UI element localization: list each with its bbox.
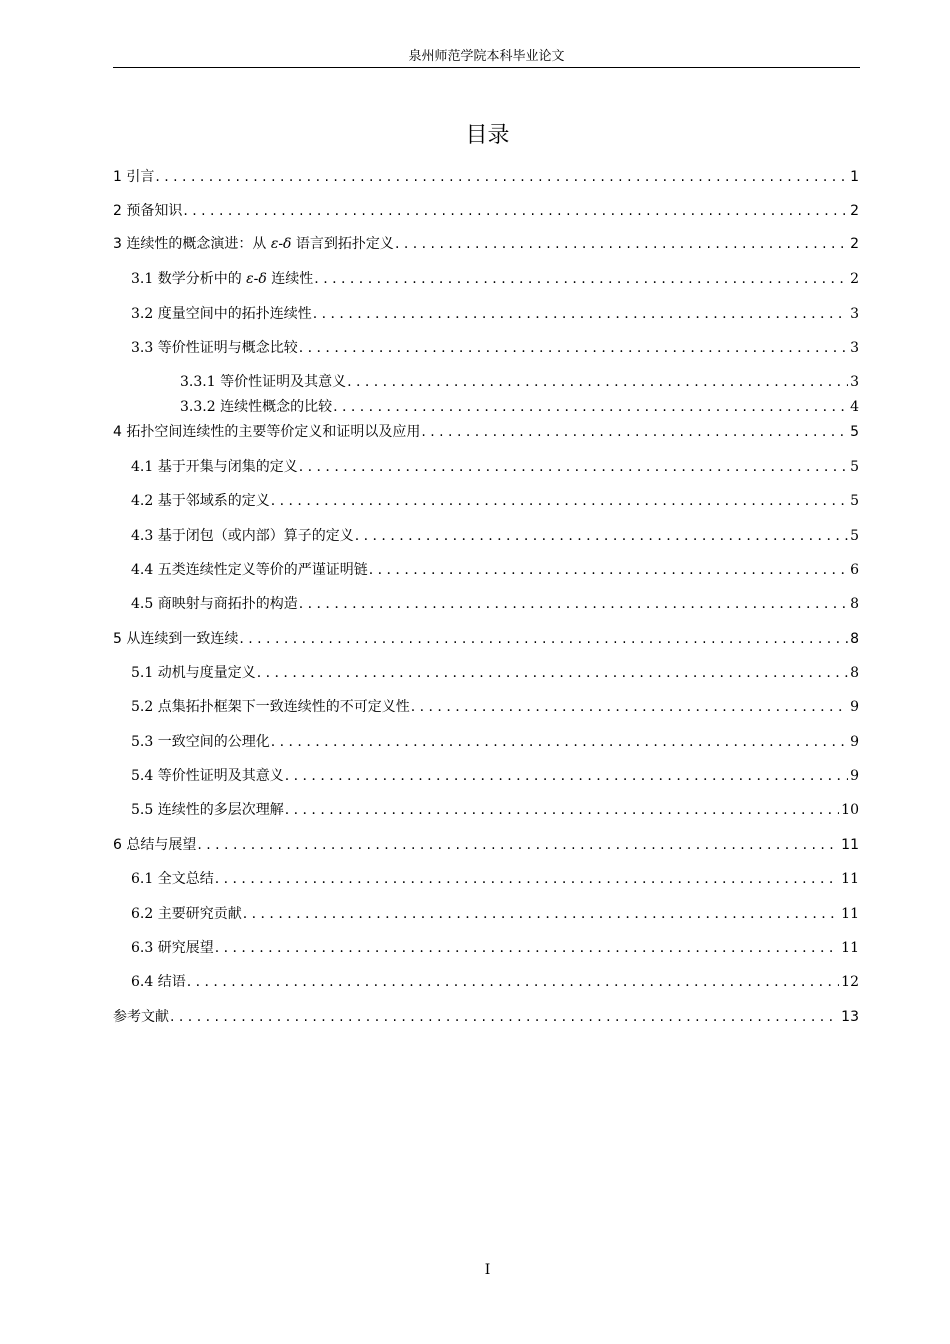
toc-entry-title: 5.5 连续性的多层次理解 [131, 802, 284, 818]
dot-leader [312, 303, 848, 325]
toc-entry-page: 1 [850, 169, 859, 185]
toc-entry[interactable] [180, 371, 859, 393]
toc-entry[interactable] [131, 525, 859, 547]
toc-entry-page: 11 [841, 906, 859, 922]
toc-entry[interactable] [131, 765, 859, 787]
epsilon-delta-math: ε-δ [246, 271, 267, 287]
toc-entry-page: 3 [850, 374, 859, 390]
toc-entry-title: 6.4 结语 [131, 974, 186, 990]
toc-entry-title: 4.5 商映射与商拓扑的构造 [131, 596, 298, 612]
toc-entry-page: 9 [850, 768, 859, 784]
toc-entry-page: 5 [850, 528, 859, 544]
toc-entry-page: 8 [850, 665, 859, 681]
toc-entry-page: 8 [850, 596, 859, 612]
toc-entry-title-text: 3.1 数学分析中的 [131, 271, 247, 287]
toc-entry-page: 5 [850, 493, 859, 509]
toc-entry-page: 5 [850, 424, 859, 440]
toc-entry-page: 3 [850, 306, 859, 322]
toc-entry-title: 2 预备知识 [113, 203, 183, 219]
toc-entry[interactable] [113, 834, 859, 856]
toc-entry-title-text: 连续性 [266, 271, 314, 287]
toc-entry-page: 11 [841, 837, 859, 853]
toc-entry-title: 6.1 全文总结 [131, 871, 214, 887]
toc-entry-title: 5.3 一致空间的公理化 [131, 734, 270, 750]
toc-entry-page: 4 [850, 399, 859, 415]
running-header: 泉州师范学院本科毕业论文 [113, 47, 860, 68]
dot-leader [284, 765, 848, 787]
toc-entry-page: 11 [841, 871, 859, 887]
toc-entry[interactable] [131, 337, 859, 359]
toc-entry[interactable] [131, 971, 859, 993]
dot-leader [284, 799, 839, 821]
toc-entry-title: 6.3 研究展望 [131, 940, 214, 956]
toc-entry-page: 8 [850, 631, 859, 647]
toc-entry-title: 3.2 度量空间中的拓扑连续性 [131, 306, 312, 322]
toc-entry[interactable] [113, 628, 859, 650]
dot-leader [238, 628, 848, 650]
toc-entry[interactable] [131, 559, 859, 581]
toc-entry[interactable] [113, 1006, 859, 1028]
page-number: I [484, 1262, 491, 1278]
dot-leader [154, 166, 848, 188]
toc-entry[interactable] [131, 662, 859, 684]
dot-leader [196, 834, 839, 856]
toc-entry-title: 3.3.2 连续性概念的比较 [180, 399, 333, 415]
toc-entry-title: 4.1 基于开集与闭集的定义 [131, 459, 298, 475]
toc-entry-page: 11 [841, 940, 859, 956]
toc-entry[interactable] [131, 903, 859, 925]
dot-leader [410, 696, 848, 718]
toc-entry[interactable] [131, 303, 859, 325]
dot-leader [420, 421, 848, 443]
toc-entry-page: 9 [850, 734, 859, 750]
toc-entry-title-text: 3 连续性的概念演进：从 [113, 236, 271, 252]
toc-entry-page: 10 [841, 802, 859, 818]
dot-leader [169, 1006, 839, 1028]
toc-entry-page: 9 [850, 699, 859, 715]
toc-entry-title: 5 从连续到一致连续 [113, 631, 239, 647]
dot-leader [394, 233, 848, 255]
toc-entry-page: 13 [841, 1009, 859, 1025]
toc-entry-title: 4.2 基于邻域系的定义 [131, 493, 270, 509]
dot-leader [313, 268, 848, 290]
toc-entry-title: 4.4 五类连续性定义等价的严谨证明链 [131, 562, 368, 578]
dot-leader [346, 371, 848, 393]
toc-entry-page: 3 [850, 340, 859, 356]
dot-leader [270, 490, 848, 512]
dot-leader [270, 731, 848, 753]
toc-entry-title: 4.3 基于闭包（或内部）算子的定义 [131, 528, 354, 544]
toc-entry-page: 2 [850, 271, 859, 287]
toc-entry[interactable] [131, 731, 859, 753]
toc-entry-title: 参考文献 [113, 1009, 169, 1025]
toc-entry-title [131, 268, 313, 290]
toc-entry[interactable] [113, 166, 859, 188]
toc-entry-title [113, 233, 394, 255]
toc-entry[interactable] [131, 268, 859, 290]
dot-leader [354, 525, 848, 547]
toc-title: 目录 [465, 123, 510, 148]
toc-entry[interactable] [131, 937, 859, 959]
toc-entry-page: 5 [850, 459, 859, 475]
toc-entry-title: 6.2 主要研究贡献 [131, 906, 242, 922]
dot-leader [368, 559, 848, 581]
toc-entry[interactable] [113, 200, 859, 222]
dot-leader [298, 456, 848, 478]
toc-entry-title: 3.3.1 等价性证明及其意义 [180, 374, 347, 390]
toc-entry[interactable] [131, 456, 859, 478]
dot-leader [298, 593, 848, 615]
epsilon-delta-math: ε-δ [270, 236, 292, 252]
dot-leader [182, 200, 848, 222]
toc-entry-title: 4 拓扑空间连续性的主要等价定义和证明以及应用 [113, 424, 421, 440]
toc-entry[interactable] [131, 490, 859, 512]
toc-entry[interactable] [131, 696, 859, 718]
toc-entry-title: 3.3 等价性证明与概念比较 [131, 340, 298, 356]
toc-entry[interactable] [113, 421, 859, 443]
dot-leader [214, 868, 839, 890]
toc-entry-page: 6 [850, 562, 859, 578]
toc-entry-page: 12 [841, 974, 859, 990]
dot-leader [186, 971, 839, 993]
dot-leader [256, 662, 848, 684]
toc-entry-page: 2 [850, 236, 859, 252]
dot-leader [332, 396, 848, 418]
toc-entry[interactable] [131, 799, 859, 821]
toc-entry-title: 1 引言 [113, 169, 155, 185]
toc-entry[interactable] [180, 396, 859, 418]
dot-leader [242, 903, 839, 925]
toc-entry-title: 5.4 等价性证明及其意义 [131, 768, 284, 784]
toc-entry-title: 5.1 动机与度量定义 [131, 665, 256, 681]
dot-leader [298, 337, 848, 359]
toc-entry[interactable] [131, 868, 859, 890]
toc-entry-title-text: 语言到拓扑定义 [291, 236, 394, 252]
dot-leader [214, 937, 839, 959]
toc-entry[interactable] [131, 593, 859, 615]
toc-entry-title: 6 总结与展望 [113, 837, 197, 853]
toc-entry[interactable] [113, 233, 859, 255]
toc-entry-page: 2 [850, 203, 859, 219]
toc-entry-title: 5.2 点集拓扑框架下一致连续性的不可定义性 [131, 699, 410, 715]
